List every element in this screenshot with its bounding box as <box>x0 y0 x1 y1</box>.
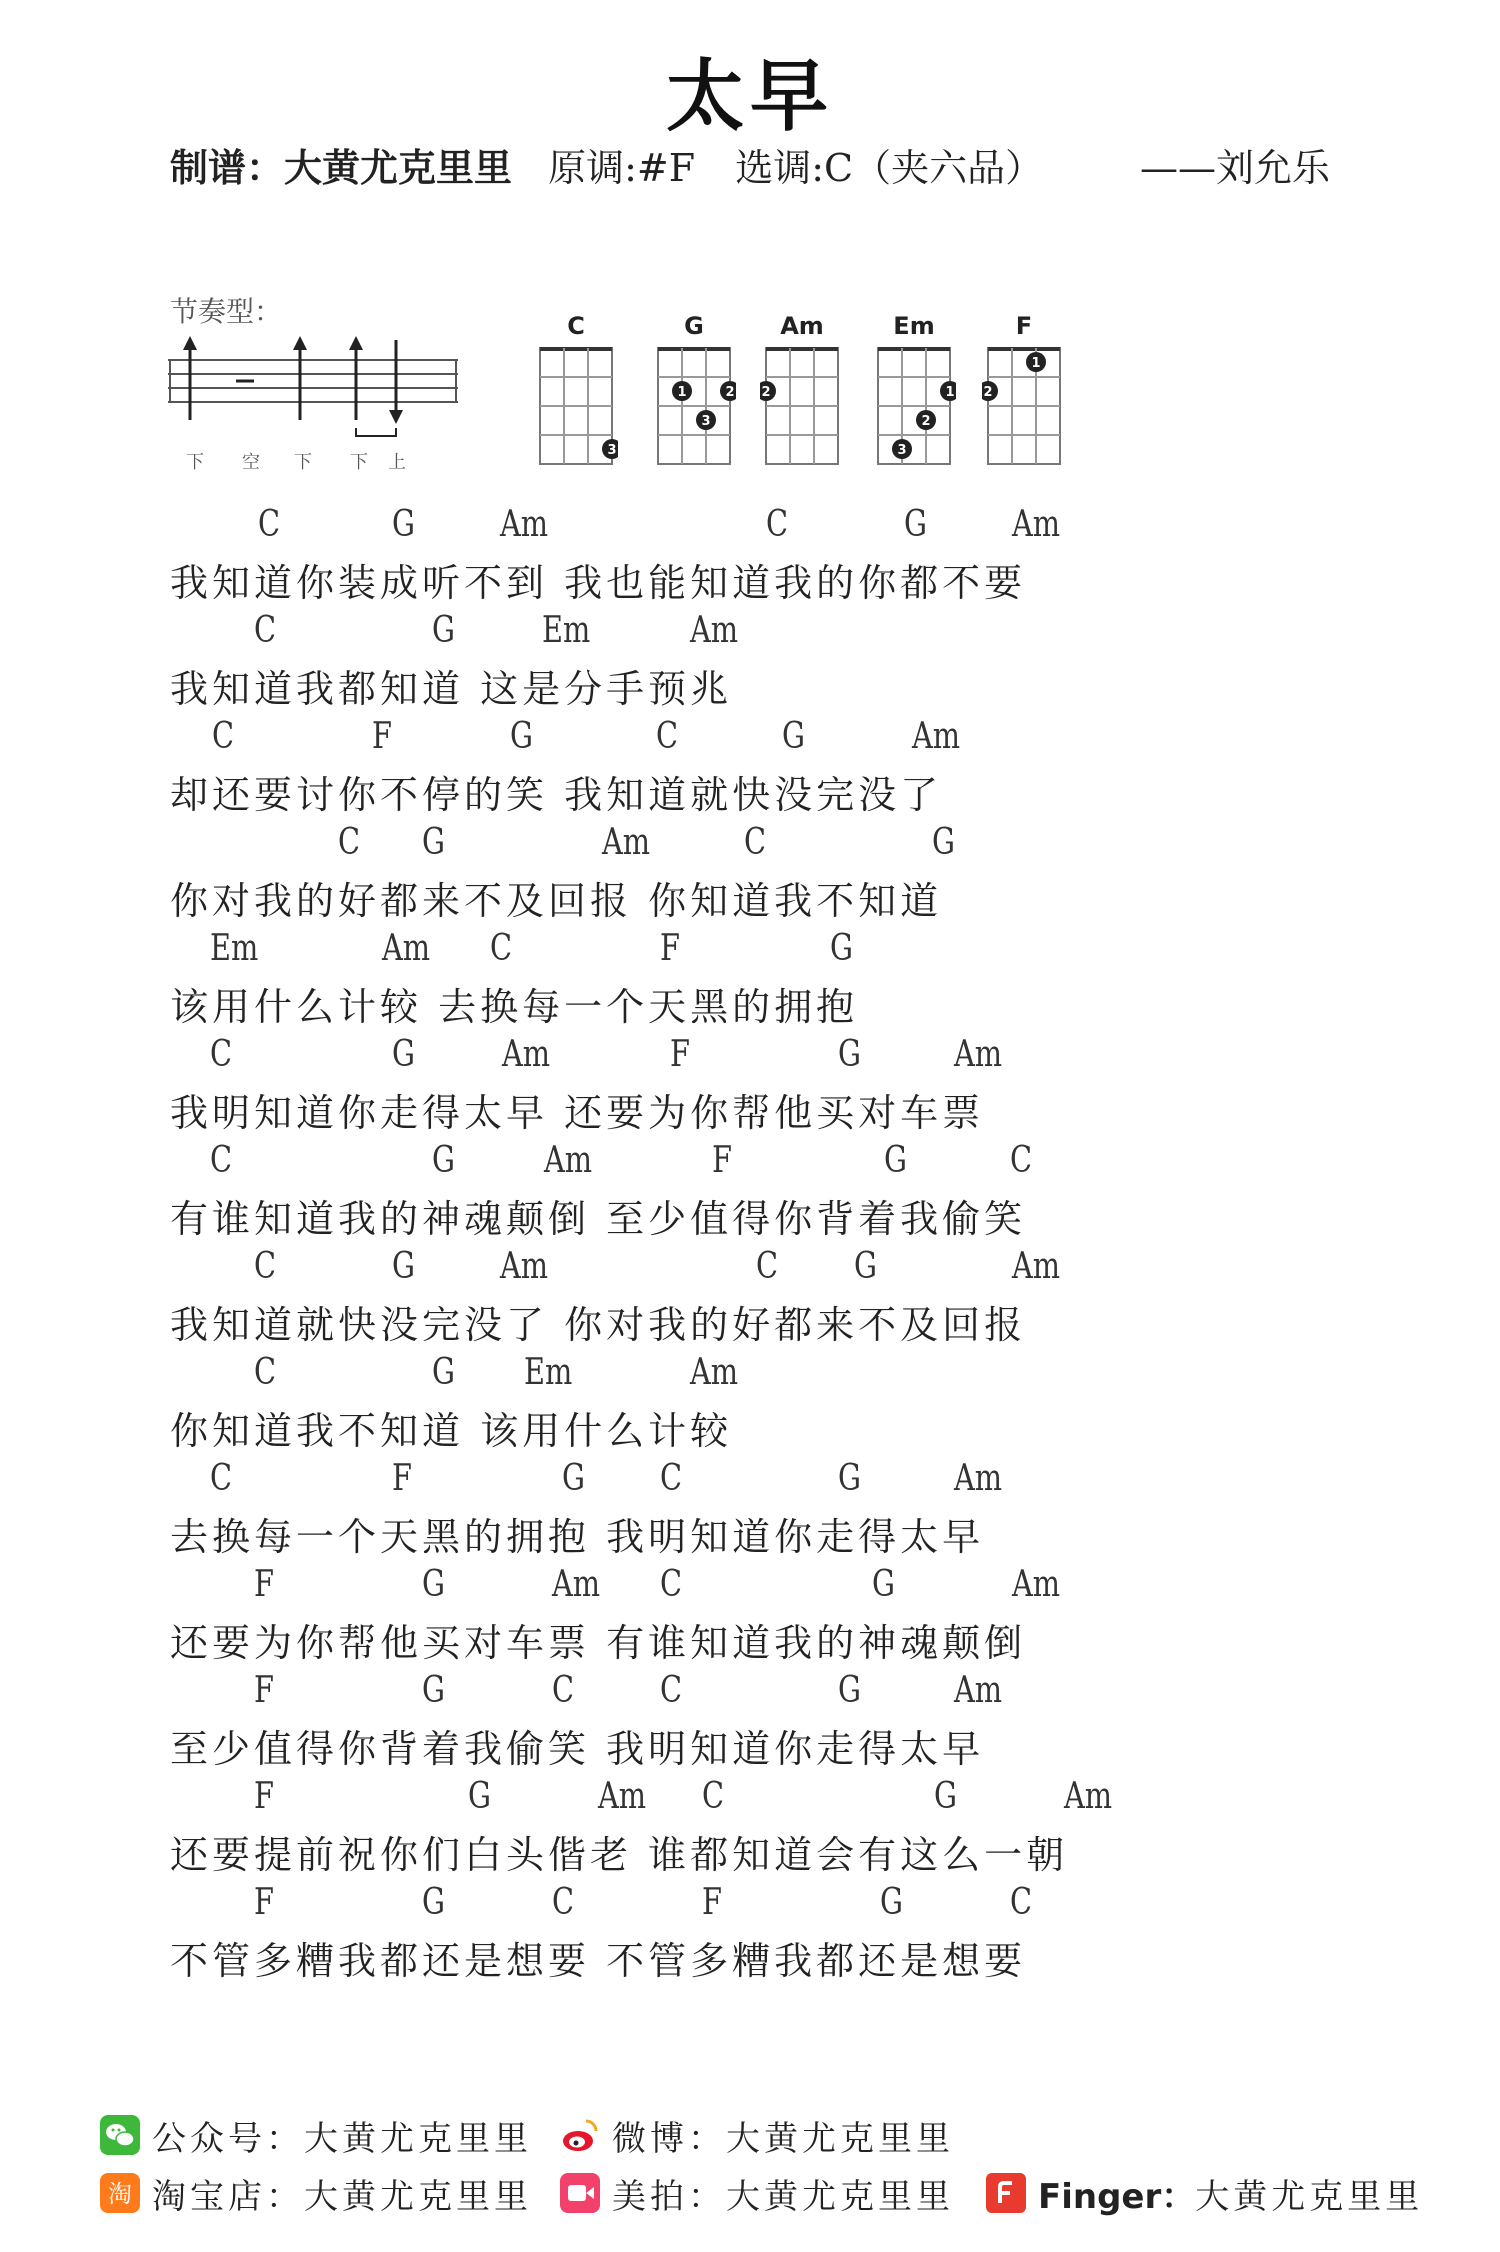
chord-symbol: C <box>254 1352 277 1393</box>
arranger-credit: 制谱：大黄尤克里里 <box>170 146 513 190</box>
chord-symbol: G <box>884 1140 908 1181</box>
chord-symbol: G <box>510 716 534 757</box>
chord-symbol: G <box>422 1882 446 1923</box>
chord-row <box>170 1668 1330 1720</box>
chord-symbol: Am <box>500 1246 549 1287</box>
strum-label: 下 <box>294 452 312 473</box>
chord-symbol: C <box>254 1246 277 1287</box>
chord-row <box>170 1456 1330 1508</box>
chord-symbol: Am <box>544 1140 593 1181</box>
lyric-text: 至少值得你背着我偷笑 我明知道你走得太早 <box>170 1727 985 1771</box>
chord-row <box>170 714 1330 766</box>
chord-symbol: G <box>422 822 446 863</box>
lyric-line <box>170 714 1330 820</box>
chord-symbol: Em <box>210 928 259 969</box>
lyric-text: 不管多糟我都还是想要 不管多糟我都还是想要 <box>170 1939 1027 1983</box>
chord-symbol: G <box>872 1564 896 1605</box>
svg-text:2: 2 <box>725 385 735 400</box>
chord-symbol: F <box>254 1564 274 1605</box>
lyric-line <box>170 1032 1330 1138</box>
lyric-line <box>170 1668 1330 1774</box>
chord-symbol: Am <box>1064 1776 1113 1817</box>
chord-symbol: C <box>258 504 281 545</box>
chord-symbol: G <box>838 1034 862 1075</box>
lyric-text: 还要为你帮他买对车票 有谁知道我的神魂颠倒 <box>170 1621 1027 1665</box>
chord-symbol: Am <box>954 1458 1003 1499</box>
lyric-text: 去换每一个天黑的拥抱 我明知道你走得太早 <box>170 1515 985 1559</box>
rhythm-pattern <box>168 336 478 476</box>
footer-label: 公众号： <box>152 2118 304 2159</box>
original-key: 原调:#F <box>548 146 696 190</box>
strum-label: 下 <box>186 452 204 473</box>
svg-text:3: 3 <box>701 414 711 429</box>
footer-meipai <box>560 2170 954 2216</box>
chord-symbol: G <box>562 1458 586 1499</box>
footer-finger <box>986 2170 1423 2216</box>
chord-row <box>170 1350 1330 1402</box>
footer-label: Finger： <box>1038 2176 1196 2217</box>
chord-symbol: Am <box>502 1034 551 1075</box>
chord-diagram-f <box>982 312 1066 474</box>
chord-diagram-em <box>872 312 956 474</box>
chord-row <box>170 1138 1330 1190</box>
footer-taobao <box>100 2170 532 2216</box>
chord-symbol: C <box>552 1670 575 1711</box>
chord-symbol: G <box>392 1034 416 1075</box>
chord-symbol: C <box>660 1564 683 1605</box>
chord-symbol: C <box>744 822 767 863</box>
chord-symbol: C <box>660 1670 683 1711</box>
chord-symbol: C <box>552 1882 575 1923</box>
chord-diagram-g <box>652 312 736 474</box>
chord-symbol: Am <box>954 1670 1003 1711</box>
chord-symbol: Am <box>500 504 549 545</box>
lyric-text: 还要提前祝你们白头偕老 谁都知道会有这么一朝 <box>170 1833 1069 1877</box>
chord-symbol: G <box>782 716 806 757</box>
chord-symbol: C <box>766 504 789 545</box>
chord-symbol: Am <box>690 610 739 651</box>
chord-symbol: G <box>880 1882 904 1923</box>
chord-symbol: G <box>934 1776 958 1817</box>
chord-symbol: Am <box>552 1564 601 1605</box>
chord-symbol: Am <box>382 928 431 969</box>
lyric-line <box>170 502 1330 608</box>
footer-value: 大黄尤克里里 <box>304 2118 532 2159</box>
song-meta <box>170 138 1330 198</box>
svg-text:2: 2 <box>921 414 931 429</box>
chord-row <box>170 1032 1330 1084</box>
footer-value: 大黄尤克里里 <box>726 2176 954 2217</box>
footer-credits <box>100 2108 1450 2238</box>
artist-name: ——刘允乐 <box>1139 146 1330 190</box>
chord-symbol: G <box>468 1776 492 1817</box>
chord-symbol: G <box>838 1670 862 1711</box>
lyric-line <box>170 1350 1330 1456</box>
chord-symbol: Am <box>954 1034 1003 1075</box>
lyric-line <box>170 608 1330 714</box>
chord-symbol: G <box>838 1458 862 1499</box>
lyric-text: 我知道我都知道 这是分手预兆 <box>170 667 733 711</box>
chord-symbol: Em <box>542 610 591 651</box>
meipai-icon <box>560 2173 600 2213</box>
footer-value: 大黄尤克里里 <box>304 2176 532 2217</box>
song-title: 太早 <box>665 52 834 142</box>
chord-symbol: G <box>854 1246 878 1287</box>
lyric-line <box>170 1456 1330 1562</box>
svg-text:1: 1 <box>677 385 687 400</box>
strum-label: 下 <box>350 452 368 473</box>
chord-symbol: F <box>254 1670 274 1711</box>
footer-value: 大黄尤克里里 <box>726 2118 954 2159</box>
chord-symbol: C <box>656 716 679 757</box>
chord-symbol: Am <box>1012 504 1061 545</box>
chord-name: C <box>567 312 585 340</box>
lyric-text: 我知道就快没完没了 你对我的好都来不及回报 <box>170 1303 1027 1347</box>
footer-label: 淘宝店： <box>152 2176 304 2217</box>
chord-symbol: C <box>210 1034 233 1075</box>
chord-symbol: C <box>1010 1882 1033 1923</box>
svg-text:1: 1 <box>945 385 955 400</box>
chord-name: F <box>1015 312 1033 340</box>
wechat-icon <box>100 2115 140 2155</box>
chord-symbol: F <box>392 1458 412 1499</box>
chosen-key: 选调:C（夹六品） <box>735 146 1044 190</box>
footer-label: 微博： <box>612 2118 726 2159</box>
chord-symbol: F <box>702 1882 722 1923</box>
svg-text:淘: 淘 <box>108 2180 132 2208</box>
chord-name: Am <box>780 312 824 340</box>
chord-symbol: C <box>212 716 235 757</box>
chord-symbol: C <box>338 822 361 863</box>
chord-symbol: Am <box>602 822 651 863</box>
chord-symbol: C <box>254 610 277 651</box>
chord-diagrams <box>534 312 1074 474</box>
chord-symbol: F <box>660 928 680 969</box>
lyric-line <box>170 1138 1330 1244</box>
strum-up-arrow <box>349 336 363 420</box>
taobao-icon <box>100 2173 140 2213</box>
chord-symbol: Am <box>690 1352 739 1393</box>
chord-symbol: G <box>422 1670 446 1711</box>
chord-symbol: C <box>756 1246 779 1287</box>
lyric-line <box>170 820 1330 926</box>
lyric-text: 却还要讨你不停的笑 我知道就快没完没了 <box>170 773 943 817</box>
strum-down-arrow <box>389 340 403 424</box>
finger-icon <box>986 2173 1026 2213</box>
chord-symbol: F <box>372 716 392 757</box>
svg-text:1: 1 <box>1031 356 1041 371</box>
chord-name: Em <box>893 312 935 340</box>
chord-row <box>170 1562 1330 1614</box>
footer-wechat <box>100 2112 532 2158</box>
chord-row <box>170 1774 1330 1826</box>
rhythm-label: 节奏型： <box>170 295 283 328</box>
chord-symbol: F <box>254 1882 274 1923</box>
svg-text:2: 2 <box>761 385 771 400</box>
chord-symbol: C <box>490 928 513 969</box>
lyric-line <box>170 1562 1330 1668</box>
chord-row <box>170 1244 1330 1296</box>
chord-symbol: G <box>830 928 854 969</box>
chord-symbol: Am <box>1012 1564 1061 1605</box>
chord-symbol: G <box>932 822 956 863</box>
strum-up-arrow <box>293 336 307 420</box>
svg-text:2: 2 <box>983 385 993 400</box>
lyric-line <box>170 1774 1330 1880</box>
chord-symbol: G <box>432 1352 456 1393</box>
lyrics-sheet <box>170 502 1330 1986</box>
chord-symbol: F <box>712 1140 732 1181</box>
chord-symbol: C <box>1010 1140 1033 1181</box>
chord-name: G <box>684 312 704 340</box>
weibo-icon <box>560 2115 600 2155</box>
chord-symbol: G <box>422 1564 446 1605</box>
chord-symbol: G <box>392 1246 416 1287</box>
lyric-text: 你知道我不知道 该用什么计较 <box>170 1409 733 1453</box>
footer-label: 美拍： <box>612 2176 726 2217</box>
chord-symbol: C <box>660 1458 683 1499</box>
chord-symbol: Am <box>1012 1246 1061 1287</box>
chord-symbol: C <box>702 1776 725 1817</box>
lyric-text: 你对我的好都来不及回报 你知道我不知道 <box>170 879 943 923</box>
chord-symbol: Am <box>598 1776 647 1817</box>
strum-label: 上 <box>388 452 406 473</box>
lyric-text: 有谁知道我的神魂颠倒 至少值得你背着我偷笑 <box>170 1197 1027 1241</box>
chord-row <box>170 926 1330 978</box>
chord-symbol: F <box>254 1776 274 1817</box>
svg-text:3: 3 <box>607 443 617 458</box>
strum-up-arrow <box>183 336 197 420</box>
chord-symbol: C <box>210 1458 233 1499</box>
chord-symbol: G <box>432 610 456 651</box>
chord-row <box>170 820 1330 872</box>
strum-label: 空 <box>242 452 260 473</box>
svg-text:3: 3 <box>897 443 907 458</box>
chord-symbol: C <box>210 1140 233 1181</box>
lyric-line <box>170 1880 1330 1986</box>
lyric-text: 我明知道你走得太早 还要为你帮他买对车票 <box>170 1091 985 1135</box>
chord-diagram-am <box>760 312 844 474</box>
lyric-line <box>170 1244 1330 1350</box>
chord-diagram-c <box>534 312 618 474</box>
chord-row <box>170 502 1330 554</box>
lyric-text: 我知道你装成听不到 我也能知道我的你都不要 <box>170 561 1027 605</box>
chord-symbol: G <box>904 504 928 545</box>
footer-value: 大黄尤克里里 <box>1195 2176 1424 2217</box>
lyric-text: 该用什么计较 去换每一个天黑的拥抱 <box>170 985 859 1029</box>
lyric-line <box>170 926 1330 1032</box>
chord-symbol: G <box>432 1140 456 1181</box>
chord-symbol: Em <box>524 1352 573 1393</box>
chord-symbol: Am <box>912 716 961 757</box>
chord-row <box>170 608 1330 660</box>
chord-symbol: G <box>392 504 416 545</box>
chord-row <box>170 1880 1330 1932</box>
chord-symbol: F <box>670 1034 690 1075</box>
footer-weibo <box>560 2112 954 2158</box>
